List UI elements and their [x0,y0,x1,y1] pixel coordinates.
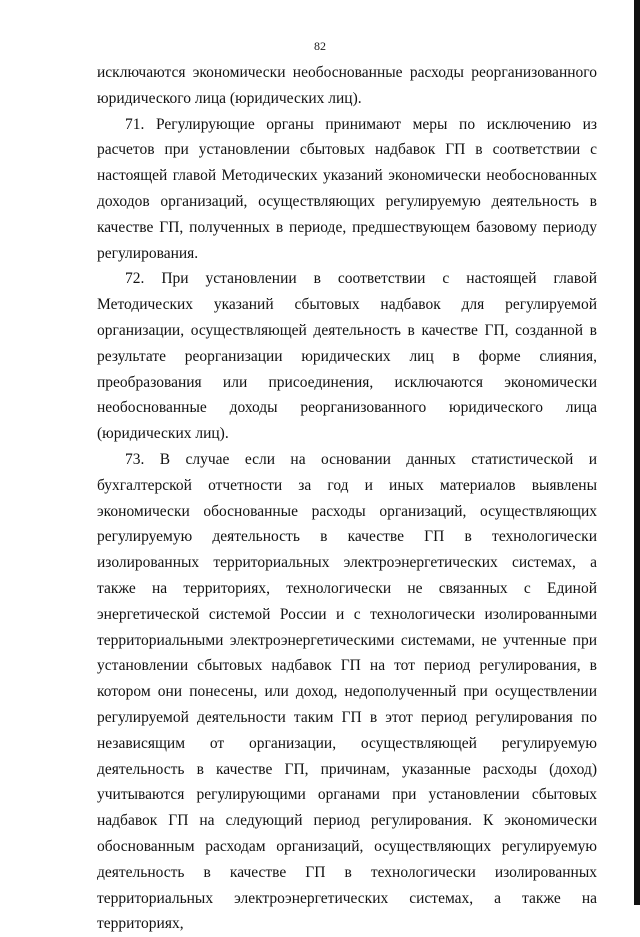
page-number: 82 [314,39,326,53]
paragraph-73: 73. В случае если на основании данных статистической и бухгалтерской отчетности за год и иных материалов выявлены экономически обоснованные расходы организаций, осуществляющих регулируемую деятельность в качестве ГП в технологически изолированных территориальных электроэнергетических системах, а также на территориях, технологически не связанных с Единой энергетической системой России и с технологически изолированными территориальными электроэнергетическими системами, не учтенные при установлении сбытовых надбавок ГП на тот период регулирования, в котором они понесены, или доход, недополученный при осуществлении регулируемой деятельности таким ГП в этот период регулирования по независящим от организации, осуществляющей регулируемую деятельность в качестве ГП, причинам, указанные расходы (доход) учитываются регулирующими органами при установлении сбытовых надбавок ГП на следующий период регулирования. К экономически обоснованным расходам организаций, осуществляющих регулируемую деятельность в качестве ГП в технологически изолированных территориальных электроэнергетических системах, а также на территориях, [97,450,597,933]
paragraph-72: 72. При установлении в соответствии с настоящей главой Методических указаний сбытовых надбавок для регулируемой организации, осуществляющей деятельность в качестве ГП, созданной в результате реорганизации юридических лиц в форме слияния, преобразования или присоединения, исключаются экономически необоснованные доходы реорганизованного юридического лица (юридических лиц). [97,270,597,443]
paragraph-continuation: исключаются экономически необоснованные расходы реорганизованного юридического лица (юридических лиц). [97,64,597,107]
paragraph-71: 71. Регулирующие органы принимают меры по исключению из расчетов при установлении сбытовых надбавок ГП в соответствии с настоящей главой Методических указаний экономически необоснованных доходов организаций, осуществляющих регулируемую деятельность в качестве ГП, полученных в периоде, предшествующем базовому периоду регулирования. [97,115,597,262]
body-text [97,60,597,937]
scan-edge-shadow [634,0,640,905]
